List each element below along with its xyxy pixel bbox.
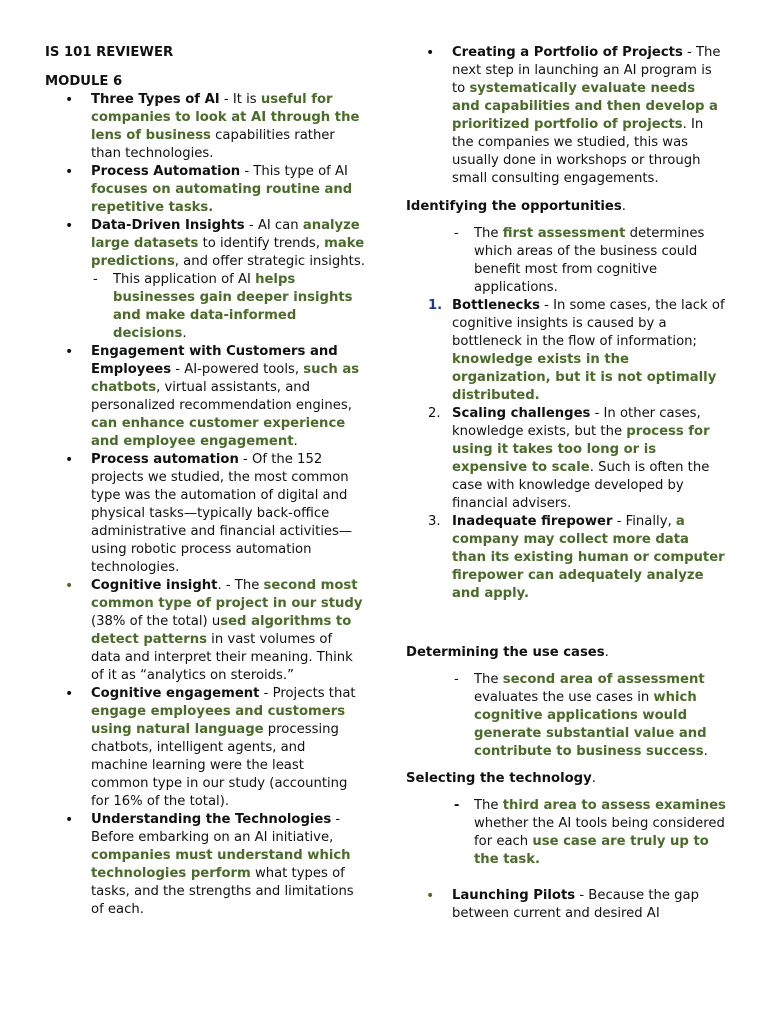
body-text: - This type of AI [240,164,348,179]
section-heading: Determining the use cases. [406,645,609,660]
list-item [45,451,365,577]
list-item [45,577,365,685]
term-label: Cognitive insight [91,578,218,593]
term-label: Inadequate firepower [452,514,613,529]
highlighted-text: sed algorithms to detect patterns [91,614,352,647]
body-text: This application of AI [113,272,256,287]
body-text: - The next step in launching an AI program is to [452,45,721,96]
term-label: Process automation [91,452,239,467]
module-heading: MODULE 6 [45,74,123,89]
list-item [45,811,365,919]
body-text: (38% of the total) u [91,614,221,629]
list-item [406,887,726,923]
highlighted-text: companies must understand which technologies perform [91,848,351,881]
right-column [406,44,726,923]
body-text: - Before embarking on an AI initiative, [91,812,341,845]
highlighted-text: make predictions [91,236,365,269]
highlighted-text: systematically evaluate needs and capabilities and then develop a prioritized portfolio of projects [452,81,718,132]
list-item [45,343,365,451]
highlighted-text: engage employees and customers using natural language [91,704,346,737]
body-text: to identify trends, [198,236,325,251]
body-text: - Finally, [612,514,676,529]
highlighted-text: second area of assessment [502,672,705,687]
term-label: Launching Pilots [452,888,576,903]
body-text: . [293,434,298,449]
numbered-item: 1. Bottlenecks - In some cases, the lack of cognitive insights is caused by a bottleneck in the flow of information; knowledge exists in the organization, but it is not optimally distributed. [428,298,725,403]
highlighted-text: process for using it takes too long or is expensive to scale [452,424,710,475]
body-text: . Such is often the case with knowledge developed by financial advisers. [452,460,710,511]
body-text: evaluates the use cases in [474,690,654,705]
numbered-list [406,297,726,603]
term-label: Cognitive engagement [91,686,260,701]
body-text: - Because the gap between current and desired AI [452,888,699,921]
left-bullet-list [45,91,365,919]
highlighted-text: focuses on automating routine and repetitive tasks. [91,182,353,215]
body-text: , virtual assistants, and personalized recommendation engines, [91,380,352,413]
body-text: whether the AI tools being considered for each [474,816,725,849]
highlighted-text: use case are truly up to the task. [474,834,709,867]
numbered-item: 2. Scaling challenges - In other cases, knowledge exists, but the process for using it takes too long or is expensive to scale. Such is often the case with knowledge developed by financial advisers. [428,406,710,511]
body-text: The [474,226,503,241]
highlighted-text: such as chatbots [91,362,360,395]
body-text: capabilities rather than technologies. [91,128,335,161]
body-text: what types of tasks, and the strengths and limitations of each. [91,866,354,917]
body-text: The [474,798,503,813]
body-text: - AI-powered tools, [171,362,304,377]
section-heading: Selecting the technology. [406,771,596,786]
dash-item [406,797,726,869]
list-item [45,91,365,163]
term-label: Three Types of AI [91,92,220,107]
highlighted-text: first assessment [502,226,626,241]
body-text: - Projects that [259,686,356,701]
body-text: . In the companies we studied, this was usually done in workshops or through small consulting engagements. [452,117,704,186]
section-heading: Identifying the opportunities. [406,199,626,214]
highlighted-text: third area to assess examines [502,798,726,813]
numbered-item: 3. Inadequate firepower - Finally, a company may collect more data than its existing human or computer firepower can adequately analyze and apply. [428,514,725,601]
highlighted-text: analyze large datasets [91,218,360,251]
body-text: The [474,672,503,687]
highlighted-text: helps businesses gain deeper insights and make data-informed decisions [113,272,353,341]
body-text: - In some cases, the lack of cognitive insights is caused by a bottleneck in the flow of information; [452,298,725,349]
sub-item [45,271,365,343]
list-item [45,685,365,811]
term-label: Understanding the Technologies [91,812,332,827]
list-item [45,217,365,343]
term-label: Scaling challenges [452,406,591,421]
highlighted-text: which cognitive applications would generate substantial value and contribute to business success [474,690,707,759]
dash-item [406,671,726,761]
term-label: Process Automation [91,164,241,179]
body-text: . - The [217,578,264,593]
right-bullet-list [406,887,726,923]
document-title: IS 101 REVIEWER [45,45,174,60]
body-text: . [182,326,187,341]
body-text: - AI can [244,218,303,233]
left-column [45,44,365,919]
highlighted-text: knowledge exists in the organization, but it is not optimally distributed. [452,352,717,403]
highlighted-text: can enhance customer experience and employee engagement [91,416,346,449]
term-label: Engagement with Customers and Employees [91,344,338,377]
highlighted-text: useful for companies to look at AI through the lens of business [91,92,360,143]
body-text: in vast volumes of data and interpret their meaning. Think of it as “analytics on steroids.” [91,632,353,683]
body-text: , and offer strategic insights. [174,254,365,269]
highlighted-text: a company may collect more data than its existing human or computer firepower can adequately analyze and apply. [452,514,725,601]
body-text: - It is [219,92,261,107]
dash-item [406,225,726,297]
body-text: . [703,744,708,759]
list-item [45,163,365,217]
body-text: determines which areas of the business could benefit most from cognitive applications. [474,226,705,295]
term-label: Data-Driven Insights [91,218,245,233]
right-bullet-list [406,44,726,188]
list-item [406,44,726,188]
highlighted-text: second most common type of project in our study [91,578,363,611]
body-text: - Of the 152 projects we studied, the most common type was the automation of digital and physical tasks—typically back-office administrative and financial activities—using robotic process automation technologies. [91,452,353,575]
term-label: Bottlenecks [452,298,540,313]
body-text: - In other cases, knowledge exists, but the [452,406,701,439]
term-label: Creating a Portfolio of Projects [452,45,683,60]
body-text: processing chatbots, intelligent agents, and machine learning were the least common type in our study (accounting for 16% of the total). [91,722,348,809]
